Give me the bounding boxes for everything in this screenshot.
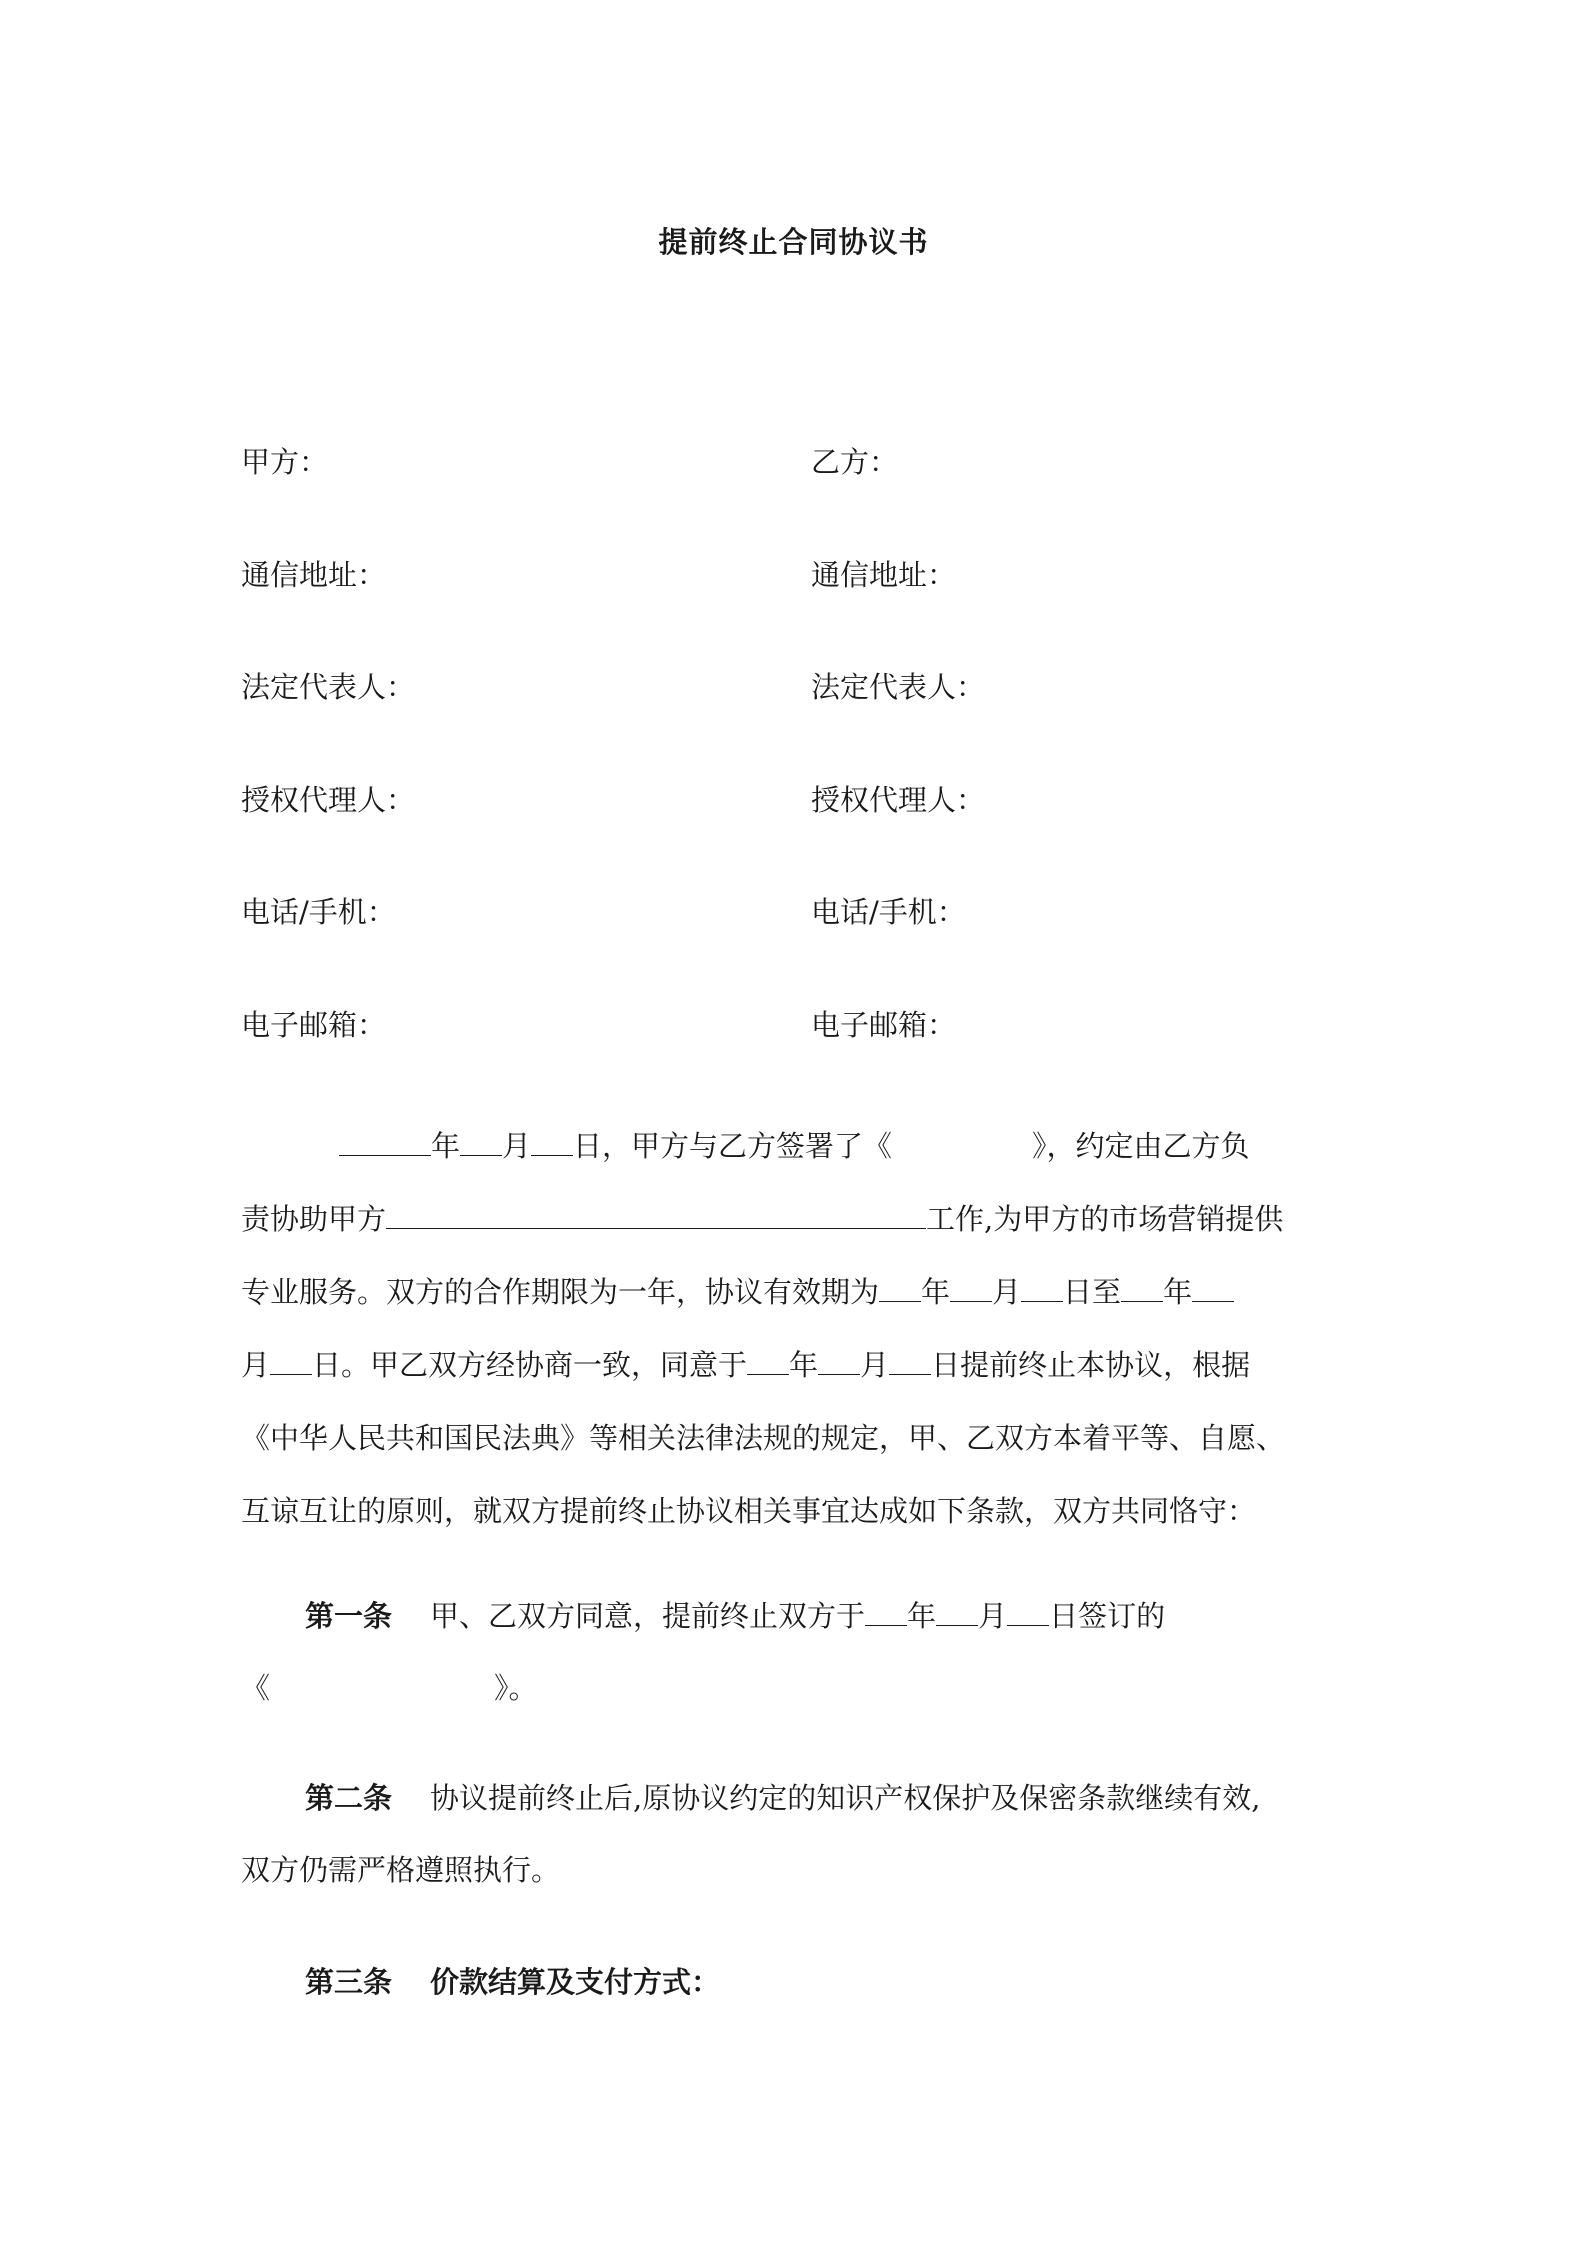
article-text: 《 [241, 1671, 271, 1705]
intro-text: 月 [502, 1129, 532, 1163]
article-text: 年 [907, 1599, 937, 1633]
party-a-address-label: 通信地址： [241, 557, 387, 592]
intro-text: 专业服务。双方的合作期限为一年，协议有效期为 [241, 1275, 880, 1309]
party-row-agent [241, 778, 1381, 891]
party-a-email-label: 电子邮箱： [241, 1007, 387, 1042]
party-row-legal-rep [241, 665, 1381, 778]
blank-line [531, 1125, 573, 1156]
article-text: 月 [978, 1599, 1008, 1633]
article-3 [241, 1946, 1361, 2018]
blank-line [270, 1344, 312, 1375]
blank-line [1007, 1595, 1049, 1626]
intro-text: 月 [992, 1275, 1022, 1309]
intro-text: 工作,为甲方的市场营销提供 [926, 1202, 1284, 1236]
blank-line [1121, 1271, 1163, 1302]
party-row-name [241, 440, 1381, 553]
intro-text: 日至 [1063, 1275, 1122, 1309]
party-b-name-label: 乙方： [811, 445, 899, 479]
party-a-legal-rep-label: 法定代表人： [241, 670, 416, 704]
blank-line [889, 1344, 931, 1375]
document-title: 提前终止合同协议书 [658, 225, 929, 259]
blank-line [1192, 1271, 1234, 1302]
article-1-line-1 [241, 1580, 1361, 1652]
intro-text: 年 [921, 1275, 951, 1309]
intro-text: 年 [1163, 1275, 1193, 1309]
intro-text: 月 [241, 1348, 271, 1382]
intro-line-4 [241, 1329, 1351, 1402]
party-a-name-label: 甲方： [241, 445, 329, 479]
party-b-legal-rep-label: 法定代表人： [811, 670, 986, 704]
blank-line [865, 1595, 907, 1626]
intro-text: 》，约定由乙方负 [1032, 1129, 1250, 1163]
blank-line [818, 1344, 860, 1375]
intro-line-2 [241, 1183, 1351, 1256]
blank-line [950, 1271, 992, 1302]
party-b-email-label: 电子邮箱： [811, 1007, 957, 1042]
intro-line-6: 互谅互让的原则，就双方提前终止协议相关事宜达成如下条款，双方共同恪守： [241, 1494, 1257, 1528]
article-3-line-1 [241, 1946, 1361, 2018]
article-text: 》。 [494, 1671, 538, 1705]
intro-line-1 [241, 1110, 1351, 1183]
article-3-heading: 第三条 [305, 1965, 393, 1999]
blank-line [339, 1125, 431, 1156]
party-a-phone-label: 电话/手机： [241, 895, 396, 929]
article-2-line-2: 双方仍需严格遵照执行。 [241, 1853, 561, 1887]
intro-text: 日，甲方与乙方签署了《 [573, 1129, 893, 1163]
blank-line [747, 1344, 789, 1375]
party-row-email [241, 1003, 1381, 1116]
blank-line [1021, 1271, 1063, 1302]
party-info-block [241, 440, 1381, 1115]
article-1-line-2 [241, 1652, 1361, 1724]
article-1 [241, 1580, 1361, 1724]
intro-line-3 [241, 1256, 1351, 1329]
article-2 [241, 1762, 1361, 1906]
article-2-heading: 第二条 [305, 1781, 393, 1815]
party-b-agent-label: 授权代理人： [811, 782, 986, 817]
blank-line [936, 1595, 978, 1626]
blank-line [879, 1271, 921, 1302]
intro-text: 责协助甲方 [241, 1202, 387, 1236]
blank-line [460, 1125, 502, 1156]
party-a-agent-label: 授权代理人： [241, 782, 416, 817]
intro-text: 日提前终止本协议，根据 [931, 1348, 1251, 1382]
intro-text: 日。甲乙双方经协商一致，同意于 [312, 1348, 748, 1382]
party-row-phone [241, 890, 1381, 1003]
intro-text: 月 [860, 1348, 890, 1382]
intro-text: 年 [789, 1348, 819, 1382]
intro-line-5: 《中华人民共和国民法典》等相关法律法规的规定，甲、乙双方本着平等、自愿、 [241, 1421, 1286, 1455]
article-text: 协议提前终止后,原协议约定的知识产权保护及保密条款继续有效, [430, 1781, 1261, 1815]
article-text: 甲、乙双方同意，提前终止双方于 [430, 1599, 866, 1633]
article-2-line-1 [241, 1762, 1361, 1834]
blank-line [386, 1198, 926, 1229]
intro-paragraph [241, 1110, 1351, 1548]
article-3-title: 价款结算及支付方式： [430, 1965, 721, 1999]
party-row-address [241, 553, 1381, 666]
article-1-heading: 第一条 [305, 1599, 393, 1633]
party-b-phone-label: 电话/手机： [811, 895, 966, 929]
party-b-address-label: 通信地址： [811, 557, 957, 592]
article-text: 日签订的 [1049, 1599, 1166, 1633]
intro-text: 年 [431, 1129, 461, 1163]
